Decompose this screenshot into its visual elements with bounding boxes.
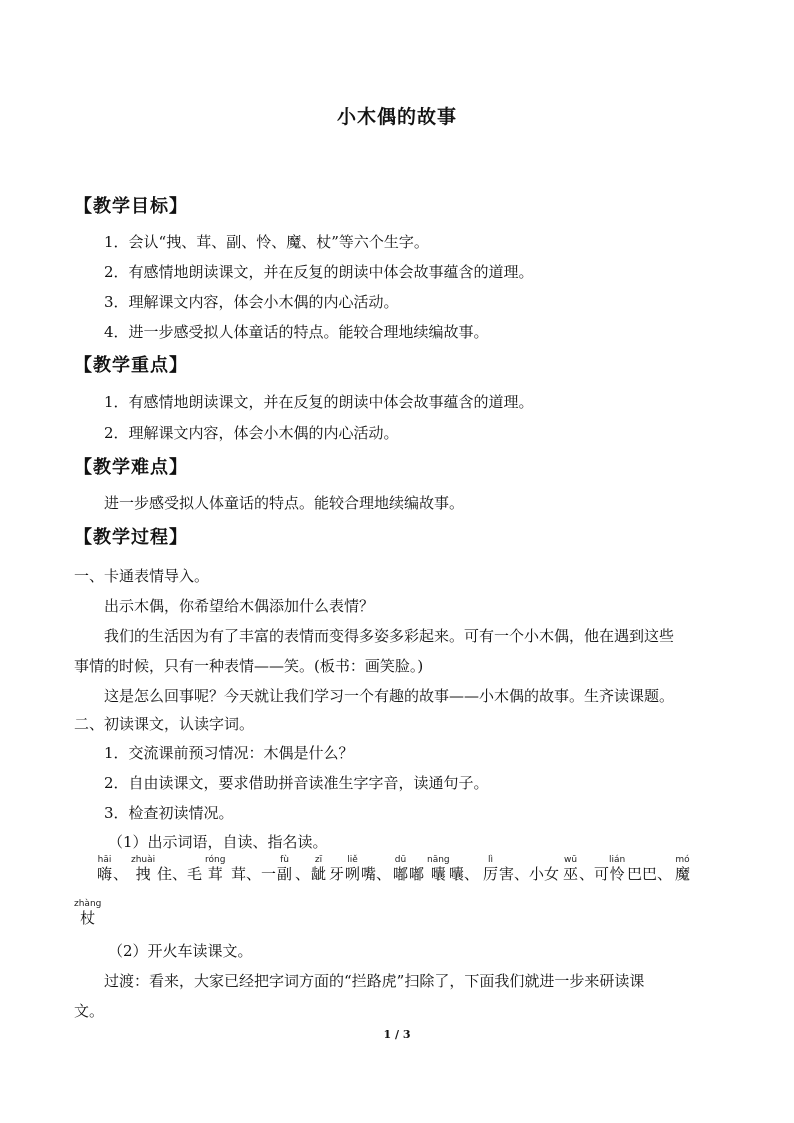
- process-line: 2．自由读课文，要求借助拼音读准生字字音，读通句子。: [104, 774, 489, 792]
- section-heading-difficulty: 【教学难点】: [74, 457, 188, 478]
- process-line: 出示木偶，你希望给木偶添加什么表情？: [104, 597, 375, 615]
- goal-item: 2．有感情地朗读课文，并在反复的朗读中体会故事蕴含的道理。: [104, 263, 534, 281]
- process-line: 文。: [74, 1002, 105, 1020]
- vocab-text: 住、毛: [157, 865, 203, 883]
- ruby-word: fù 副: [277, 855, 293, 883]
- process-line: 一、卡通表情导入。: [74, 567, 210, 585]
- ruby-word: zī 龇: [311, 855, 327, 883]
- process-line: 3．检查初读情况。: [104, 804, 234, 822]
- process-line: 过渡：看来，大家已经把字词方面的“拦路虎”扫除了，下面我们就进一步来研读课: [104, 972, 645, 990]
- vocab-text: 、: [113, 865, 129, 883]
- ruby-word: dū 嘟: [393, 855, 409, 883]
- section-heading-goals: 【教学目标】: [74, 196, 188, 217]
- process-line: 事情的时候，只有一种表情——笑。(板书：画笑脸。): [74, 657, 424, 675]
- goal-item: 4．进一步感受拟人体童话的特点。能较合理地续编故事。: [104, 323, 489, 341]
- vocab-text: 害、小女: [499, 865, 560, 883]
- process-line: 这是怎么回事呢？今天就让我们学习一个有趣的故事——小木偶的故事。生齐读课题。: [104, 687, 675, 705]
- ruby-word: zhuài 拽: [131, 855, 156, 883]
- vocab-text: 茸、一: [231, 865, 277, 883]
- vocab-text: 、: [295, 865, 311, 883]
- focus-item: 1．有感情地朗读课文，并在反复的朗读中体会故事蕴含的道理。: [104, 393, 534, 411]
- vocab-text: 囔、: [449, 865, 480, 883]
- vocab-text: 嘴、: [361, 865, 392, 883]
- ruby-word: lián 怜: [609, 855, 626, 883]
- ruby-word: hāi 嗨: [97, 855, 113, 883]
- difficulty-item: 进一步感受拟人体童话的特点。能较合理地续编故事。: [104, 494, 465, 512]
- vocab-text: 、可: [579, 865, 610, 883]
- goal-item: 1．会认“拽、茸、副、怜、魔、杖”等六个生字。: [104, 233, 429, 251]
- vocab-text: 牙: [329, 865, 345, 883]
- focus-item: 2．理解课文内容，体会小木偶的内心活动。: [104, 424, 399, 442]
- process-line: 1．交流课前预习情况：木偶是什么？: [104, 744, 354, 762]
- section-heading-process: 【教学过程】: [74, 527, 188, 548]
- section-heading-focus: 【教学重点】: [74, 355, 188, 376]
- document-title: 小木偶的故事: [336, 106, 457, 128]
- ruby-word: wū 巫: [563, 855, 579, 883]
- ruby-word: nāng 囔: [427, 855, 450, 883]
- ruby-word: zhàng 杖: [74, 899, 102, 927]
- vocabulary-list: [74, 855, 737, 927]
- ruby-word: liě 咧: [345, 855, 361, 883]
- process-line: 我们的生活因为有了丰富的表情而变得多姿多彩起来。可有一个小木偶，他在遇到这些: [104, 627, 675, 645]
- process-line: （1）出示词语，自读、指名读。: [108, 833, 328, 851]
- goal-item: 3．理解课文内容，体会小木偶的内心活动。: [104, 293, 399, 311]
- process-line: （2）开火车读课文。: [108, 942, 253, 960]
- vocab-text: 巴巴、: [627, 865, 673, 883]
- process-line: 二、初读课文，认读字词。: [74, 715, 255, 733]
- ruby-word: róng 茸: [205, 855, 226, 883]
- page-number: 1 / 3: [383, 1028, 411, 1041]
- vocab-text: 嘟: [409, 865, 425, 883]
- ruby-word: mó 魔: [675, 855, 691, 883]
- ruby-word: lì 厉: [483, 855, 499, 883]
